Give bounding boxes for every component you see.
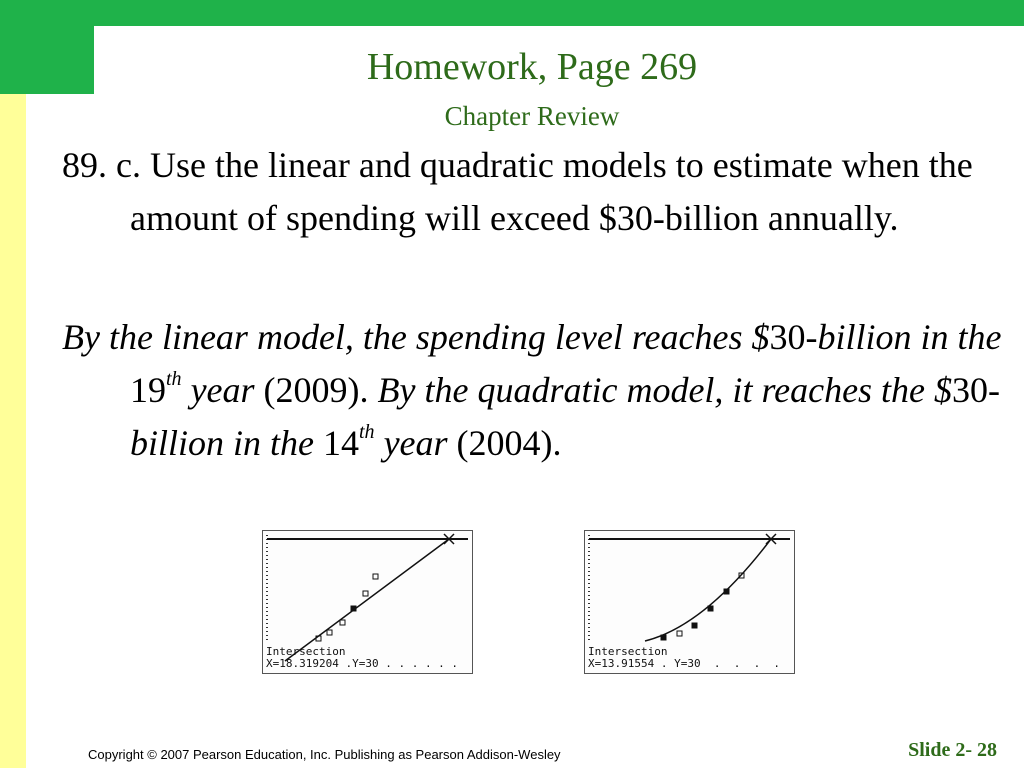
data-point — [692, 623, 697, 628]
ordinal-suffix: th — [166, 368, 182, 390]
answer-num: 19 — [130, 370, 166, 410]
calc-label-top: Intersection — [588, 645, 668, 658]
data-point — [351, 606, 356, 611]
calc-label-top: Intersection — [266, 645, 346, 658]
data-point — [373, 574, 378, 579]
answer-year: (2004). — [447, 423, 562, 463]
question-text: 89. c. Use the linear and quadratic models to estimate when the amount of spending will exceed $30-billion annually. — [62, 145, 973, 238]
data-point — [661, 635, 666, 640]
left-accent-strip — [0, 94, 26, 768]
data-point — [724, 589, 729, 594]
copyright-notice: Copyright © 2007 Pearson Education, Inc. Publishing as Pearson Addison-Wesley — [88, 747, 561, 762]
calculator-screen-quadratic — [584, 530, 795, 674]
slide-subtitle: Chapter Review — [444, 101, 620, 131]
data-point — [340, 620, 345, 625]
answer-num: 30 — [952, 370, 989, 410]
answer-text — [62, 311, 1024, 470]
top-accent-bar — [0, 0, 1024, 26]
calc-label-bottom: X=18.319204 .Y=30 . . . . . . — [266, 657, 459, 670]
quadratic-model-curve — [645, 539, 771, 641]
data-point — [677, 631, 682, 636]
answer-span: -billion in the — [805, 317, 1002, 357]
answer-year: (2009). — [254, 370, 378, 410]
slide-title: Homework, Page 269 — [366, 46, 698, 88]
calc-label-bottom: X=13.91554 . Y=30 . . . . — [588, 657, 781, 670]
data-point — [363, 591, 368, 596]
calculator-screen-linear — [262, 530, 473, 674]
ordinal-suffix: th — [359, 421, 375, 443]
answer-span: By the linear model, the spending level reaches $ — [62, 317, 770, 357]
answer-num: 14 — [323, 423, 359, 463]
answer-num: 30 — [769, 317, 806, 357]
slide-number: Slide 2- 28 — [908, 739, 997, 761]
data-point — [327, 630, 332, 635]
answer-span: -billion in the — [130, 370, 1001, 463]
linear-model-line — [285, 539, 449, 661]
answer-span: By the quadratic model, it reaches the $ — [377, 370, 953, 410]
answer-span: year — [374, 423, 448, 463]
data-point — [708, 606, 713, 611]
answer-span: year — [181, 370, 255, 410]
